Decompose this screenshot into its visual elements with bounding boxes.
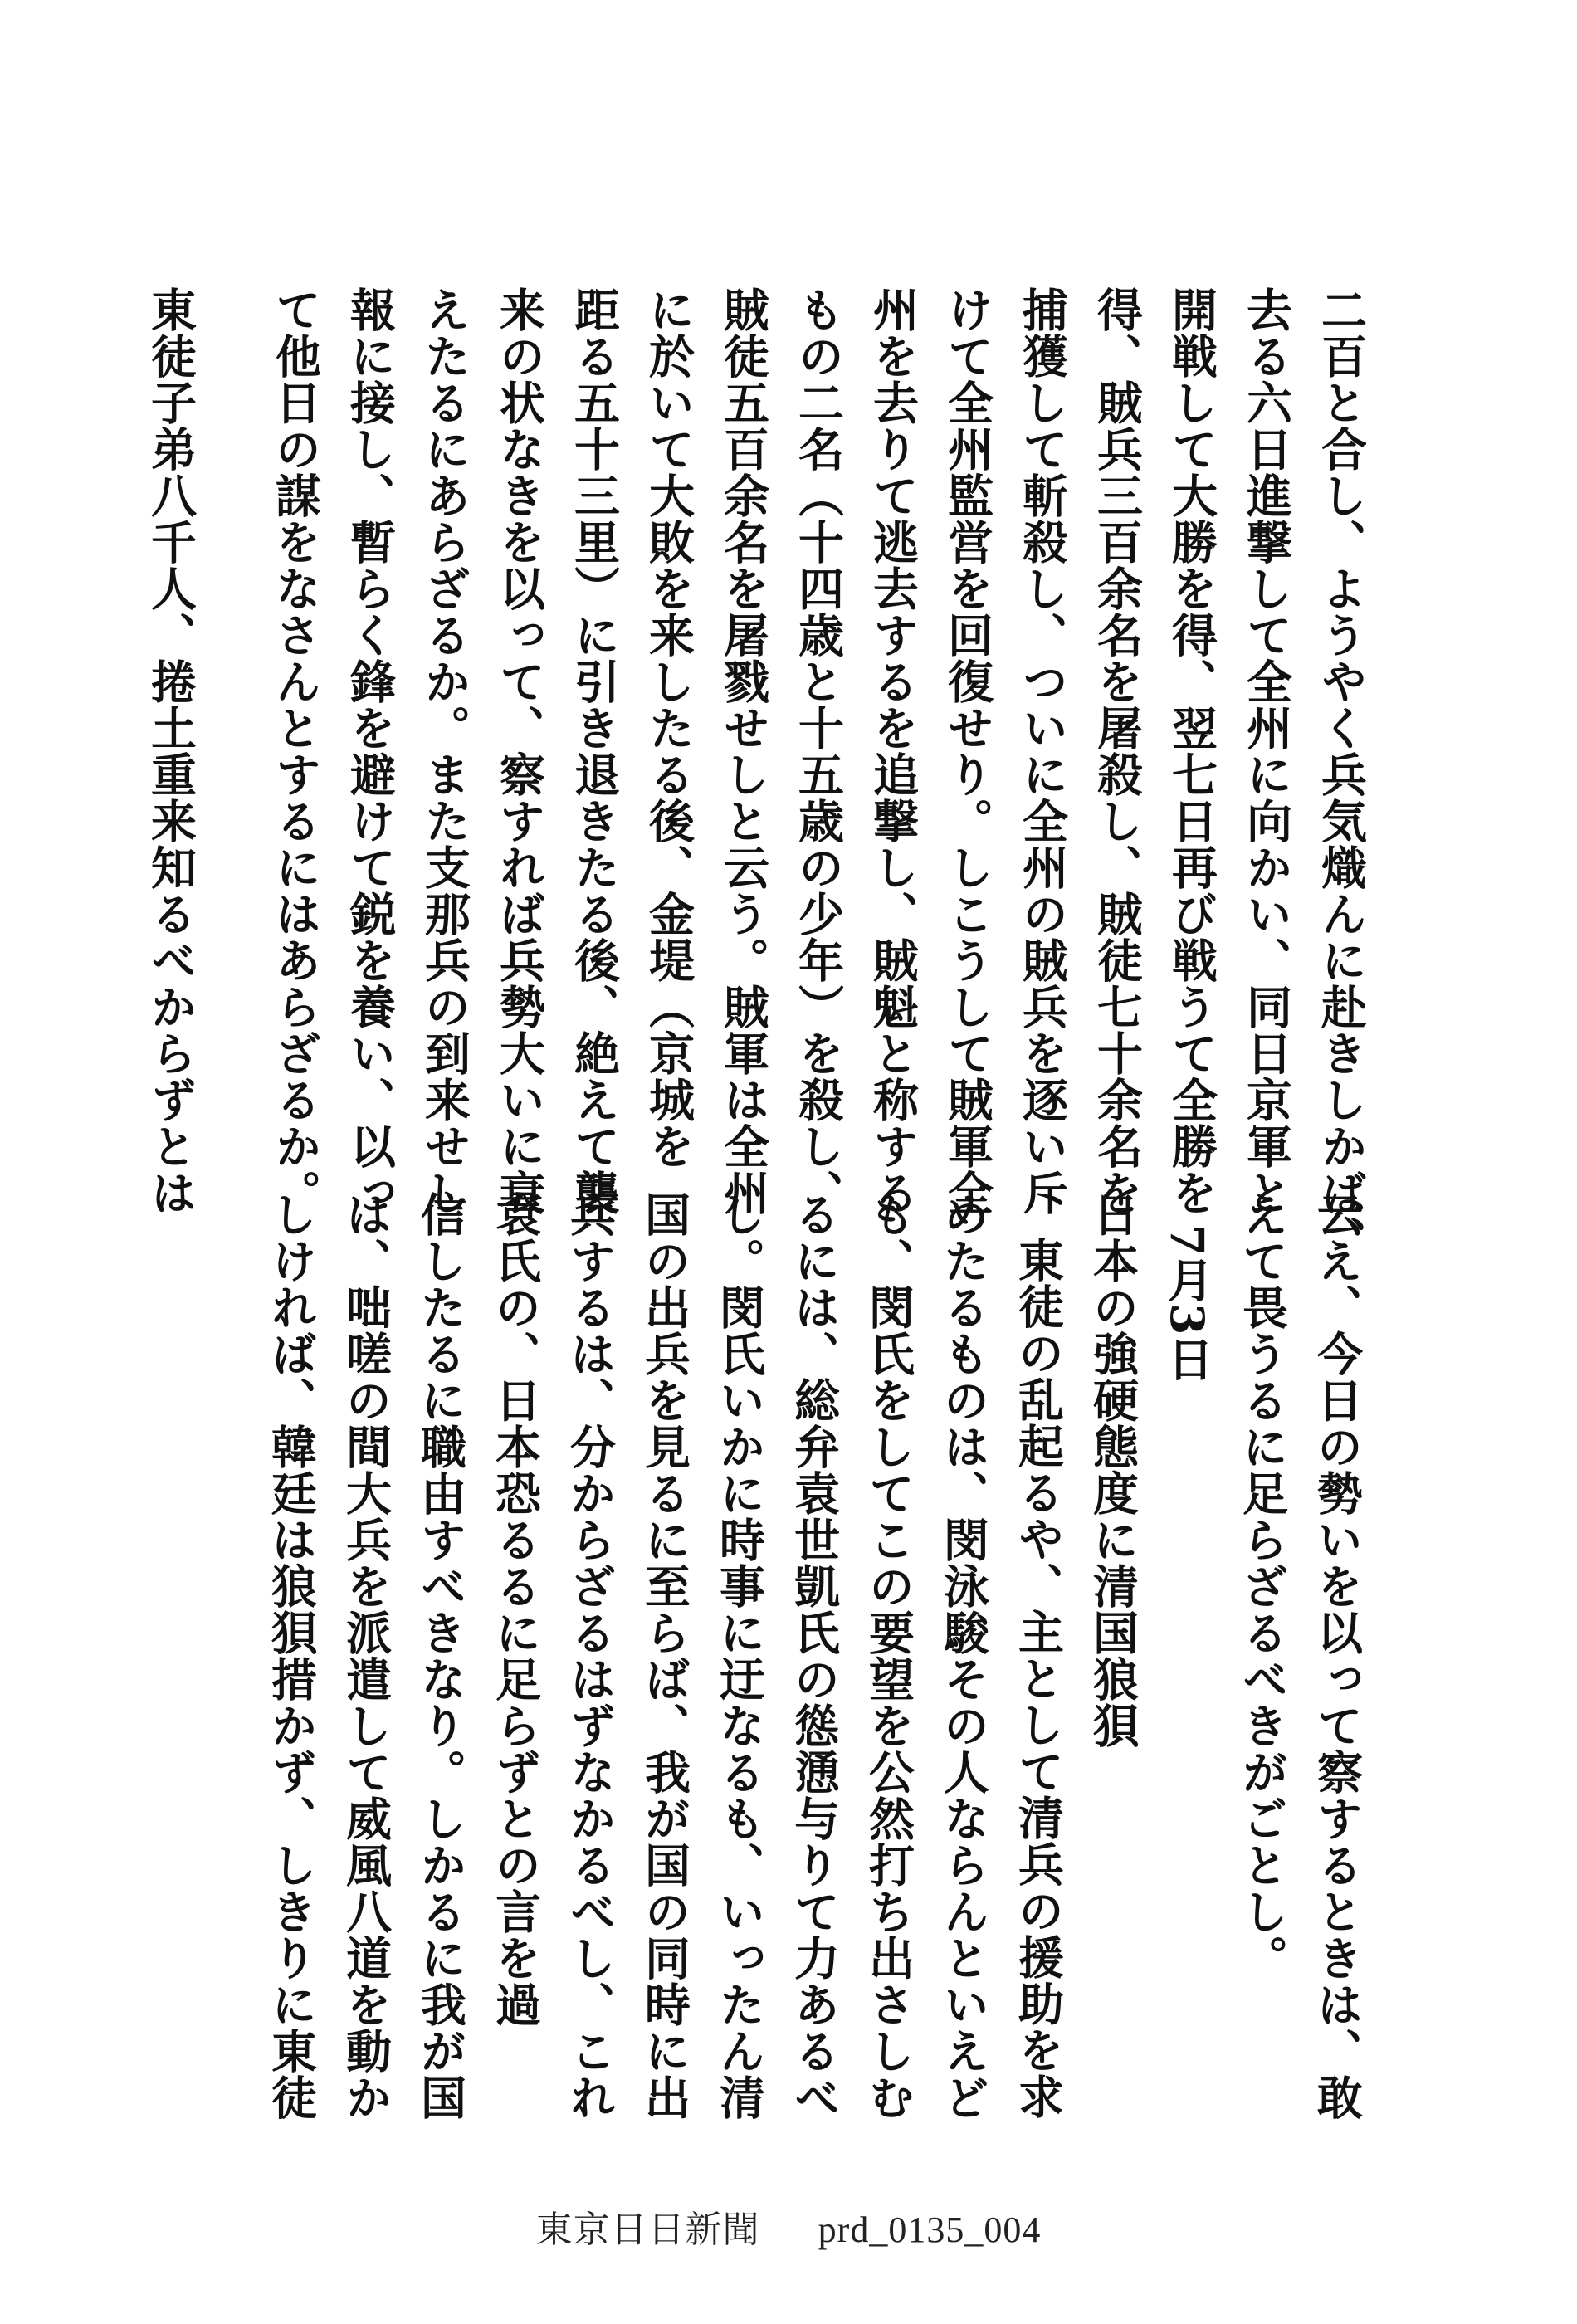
text-column: えて畏うるに足らざるべきがごとし。: [1235, 1191, 1289, 1981]
page-footer: [0, 2200, 1577, 2253]
text-column: も、閔氏をしてこの要望を公然打ち出さしむ: [862, 1191, 915, 2121]
text-column: に於いて大敗を来したる後、金堤（京城を: [642, 286, 696, 1169]
article-date: 7月3日: [1160, 1224, 1214, 1383]
text-column: しければ、韓廷は狼狽措かず、しきりに東徒: [264, 1191, 318, 2121]
footer-doc-id: prd_0135_004: [818, 2209, 1042, 2250]
text-column: めたるものは、閔泳駿その人ならんといえど: [936, 1191, 990, 2121]
text-column: えたるにあらざるか。また支那兵の到来せし: [417, 286, 471, 1216]
text-column: 兵するは、分からざるはずなかるべし、これ: [563, 1191, 617, 2121]
text-column: 東徒の乱起るや、主として清兵の援助を求: [1011, 1237, 1065, 2120]
text-column: 云え、今日の勢いを以って察するときは、敢: [1310, 1191, 1364, 2121]
text-column: もの二名（十四歳と十五歳の少年）を殺し、: [791, 286, 845, 1216]
text-column: 報に接し、暫らく鋒を避けて鋭を養い、以っ: [343, 286, 397, 1216]
text-column: 東徒子弟八千人、捲土重来知るべからずとは: [144, 286, 198, 1216]
text-column: 信したるに職由すべきなり。しかるに我が国: [413, 1191, 467, 2121]
text-column: 距る五十三里）に引き退きたる後、絶えて襲: [567, 286, 621, 1216]
article-headline: 日本の強硬態度に清国狼狽: [1086, 1191, 1140, 1749]
text-column: 得、賊兵三百余名を屠殺し、賊徒七十余名を: [1090, 286, 1144, 1216]
text-column: 来の状なきを以って、察すれば兵勢大いに衰: [492, 286, 546, 1216]
text-column: 国の出兵を見るに至らば、我が国の同時に出: [637, 1191, 691, 2121]
column-gap: [208, 286, 257, 1150]
text-column: るには、総弁袁世凱氏の慫慂与りて力あるべ: [787, 1191, 841, 2121]
footer-source: 東京日日新聞: [535, 2209, 760, 2250]
article-top-block: [133, 286, 1378, 1262]
text-column: 賊徒五百余名を屠戮せしと云う。賊軍は全州: [716, 286, 770, 1216]
text-column: 去る六日進撃して全州に向かい、同日京軍と: [1239, 286, 1293, 1216]
text-column: て他日の謀をなさんとするにはあらざるか。: [268, 286, 322, 1216]
text-column: し。閔氏いかに時事に迂なるも、いったん清: [712, 1191, 766, 2121]
text-column: けて全州監営を回復せり。しこうして賊軍全: [940, 286, 994, 1216]
text-column: は、咄嗟の間大兵を派遣して威風八道を動か: [339, 1191, 393, 2121]
text-column: 袁氏の、日本恐るるに足らずとの言を過: [488, 1191, 542, 2028]
text-column: 二百と合し、ようやく兵気熾んに赴きしかば、: [1314, 286, 1368, 1262]
text-column: 捕獲して斬殺し、ついに全州の賊兵を逐い斥: [1015, 286, 1069, 1216]
article-bottom-block: [253, 1191, 1374, 2121]
text-column: 州を去りて逃去するを追撃し、賊魁と称する: [866, 286, 920, 1216]
text-column: 開戦して大勝を得、翌七日再び戦うて全勝を: [1164, 286, 1218, 1216]
